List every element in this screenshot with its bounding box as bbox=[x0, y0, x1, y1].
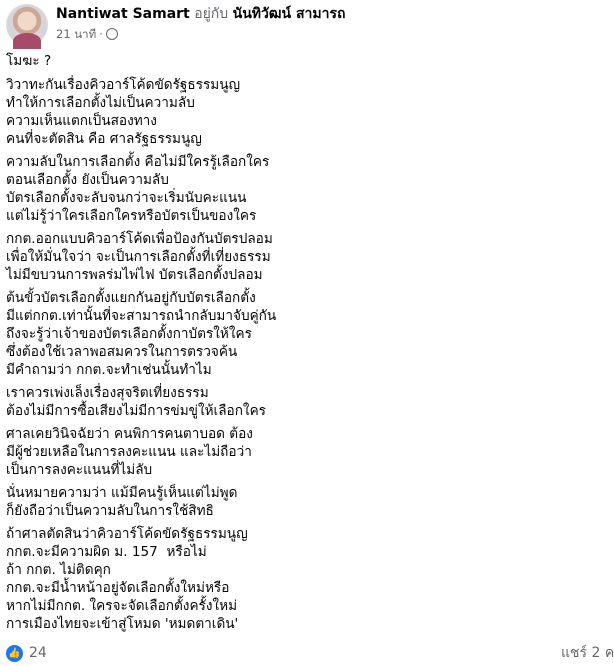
post-paragraph: ต้นขั้วบัตรเลือกตั้งแยกกันอยู่กับบัตรเลือกตั้ง มีแต่กกต.เท่านั้นที่จะสามารถนำกลับมาจับคู่กัน ถึงจะรู้ว่าเจ้าของบัตรเลือกตั้งกาบัตรให้ใคร ซึ่งต้องใช้เวลาพอสมควรในการตรวจค้น มีคำถามว่า กกต.จะทำเช่นนั้นทำไม bbox=[6, 290, 277, 378]
avatar[interactable] bbox=[6, 4, 48, 46]
post-header bbox=[6, 4, 345, 46]
post-paragraph: ความลับในการเลือกตั้ง คือไม่มีใครรู้เลือกใคร ตอนเลือกตั้ง ยังเป็นความลับ บัตรเลือกตั้งจะลับจนกว่าจะเริ่มนับคะแนน แต่ไม่รู้ว่าใครเลือกใครหรือบัตรเป็นของใคร bbox=[6, 154, 270, 224]
tagged-name[interactable]: นันทิวัฒน์ สามารถ bbox=[232, 6, 346, 22]
post-paragraph: ศาลเคยวินิจฉัยว่า คนพิการคนตาบอด ต้อง มีผู้ช่วยเหลือในการลงคะแนน และไม่ถือว่า เป็นการลงคะแนนที่ไม่ลับ bbox=[6, 426, 253, 478]
post-paragraph: นั่นหมายความว่า แม้มีคนรู้เห็นแต่ไม่พูด ก็ยังถือว่าเป็นความลับในการใช้สิทธิ bbox=[6, 485, 238, 519]
post-title bbox=[56, 5, 345, 23]
post-subtitle bbox=[56, 26, 345, 42]
post-body bbox=[6, 52, 586, 638]
reaction-count[interactable]: 24 bbox=[29, 645, 47, 661]
separator: · bbox=[99, 27, 103, 41]
with-label: อยู่กับ bbox=[194, 6, 229, 22]
post-time[interactable]: 21 นาที bbox=[56, 27, 97, 41]
post-paragraph: โมฆะ ? bbox=[6, 53, 52, 69]
post-paragraph: วิวาทะกันเรื่องคิวอาร์โค้ดขัดรัฐธรรมนูญ ทำให้การเลือกตั้งไม่เป็นความลับ ความเห็นแตกเป็นสองทาง คนที่จะตัดสิน คือ ศาลรัฐธรรมนูญ bbox=[6, 77, 241, 147]
post-paragraph: กกต.ออกแบบคิวอาร์โค้ดเพื่อป้องกันบัตรปลอม เพื่อให้มั่นใจว่า จะเป็นการเลือกตั้งที่เที่ยงธรรม ไม่มีขบวนการพลร่มไพ่ไฟ บัตรเลือกตั้งปลอม bbox=[6, 231, 273, 283]
globe-icon bbox=[106, 28, 118, 40]
like-icon: 👍 bbox=[6, 645, 23, 662]
post-paragraph: ถ้าศาลตัดสินว่าคิวอาร์โค้ดขัดรัฐธรรมนูญ กกต.จะมีความผิด ม. 157 หรือไม่ ถ้า กกต. ไม่ติดคุก กกต.จะมีน้ำหน้าอยู่จัดเลือกตั้งใหม่หรือ หากไม่มีกกต. ใครจะจัดเลือกตั้งครั้งใหม่ การเมืองไทยจะเข้าสู่โหมด 'หมดตาเดิน' bbox=[6, 526, 248, 632]
share-count[interactable]: แชร์ 2 ค bbox=[561, 645, 614, 661]
author-name[interactable]: Nantiwat Samart bbox=[56, 6, 190, 22]
reactions[interactable] bbox=[6, 645, 47, 662]
post-paragraph: เราควรเพ่งเล็งเรื่องสุจริตเที่ยงธรรม ต้องไม่มีการซื้อเสียงไม่มีการข่มขู่ให้เลือกใคร bbox=[6, 385, 266, 419]
post-meta bbox=[56, 5, 345, 42]
